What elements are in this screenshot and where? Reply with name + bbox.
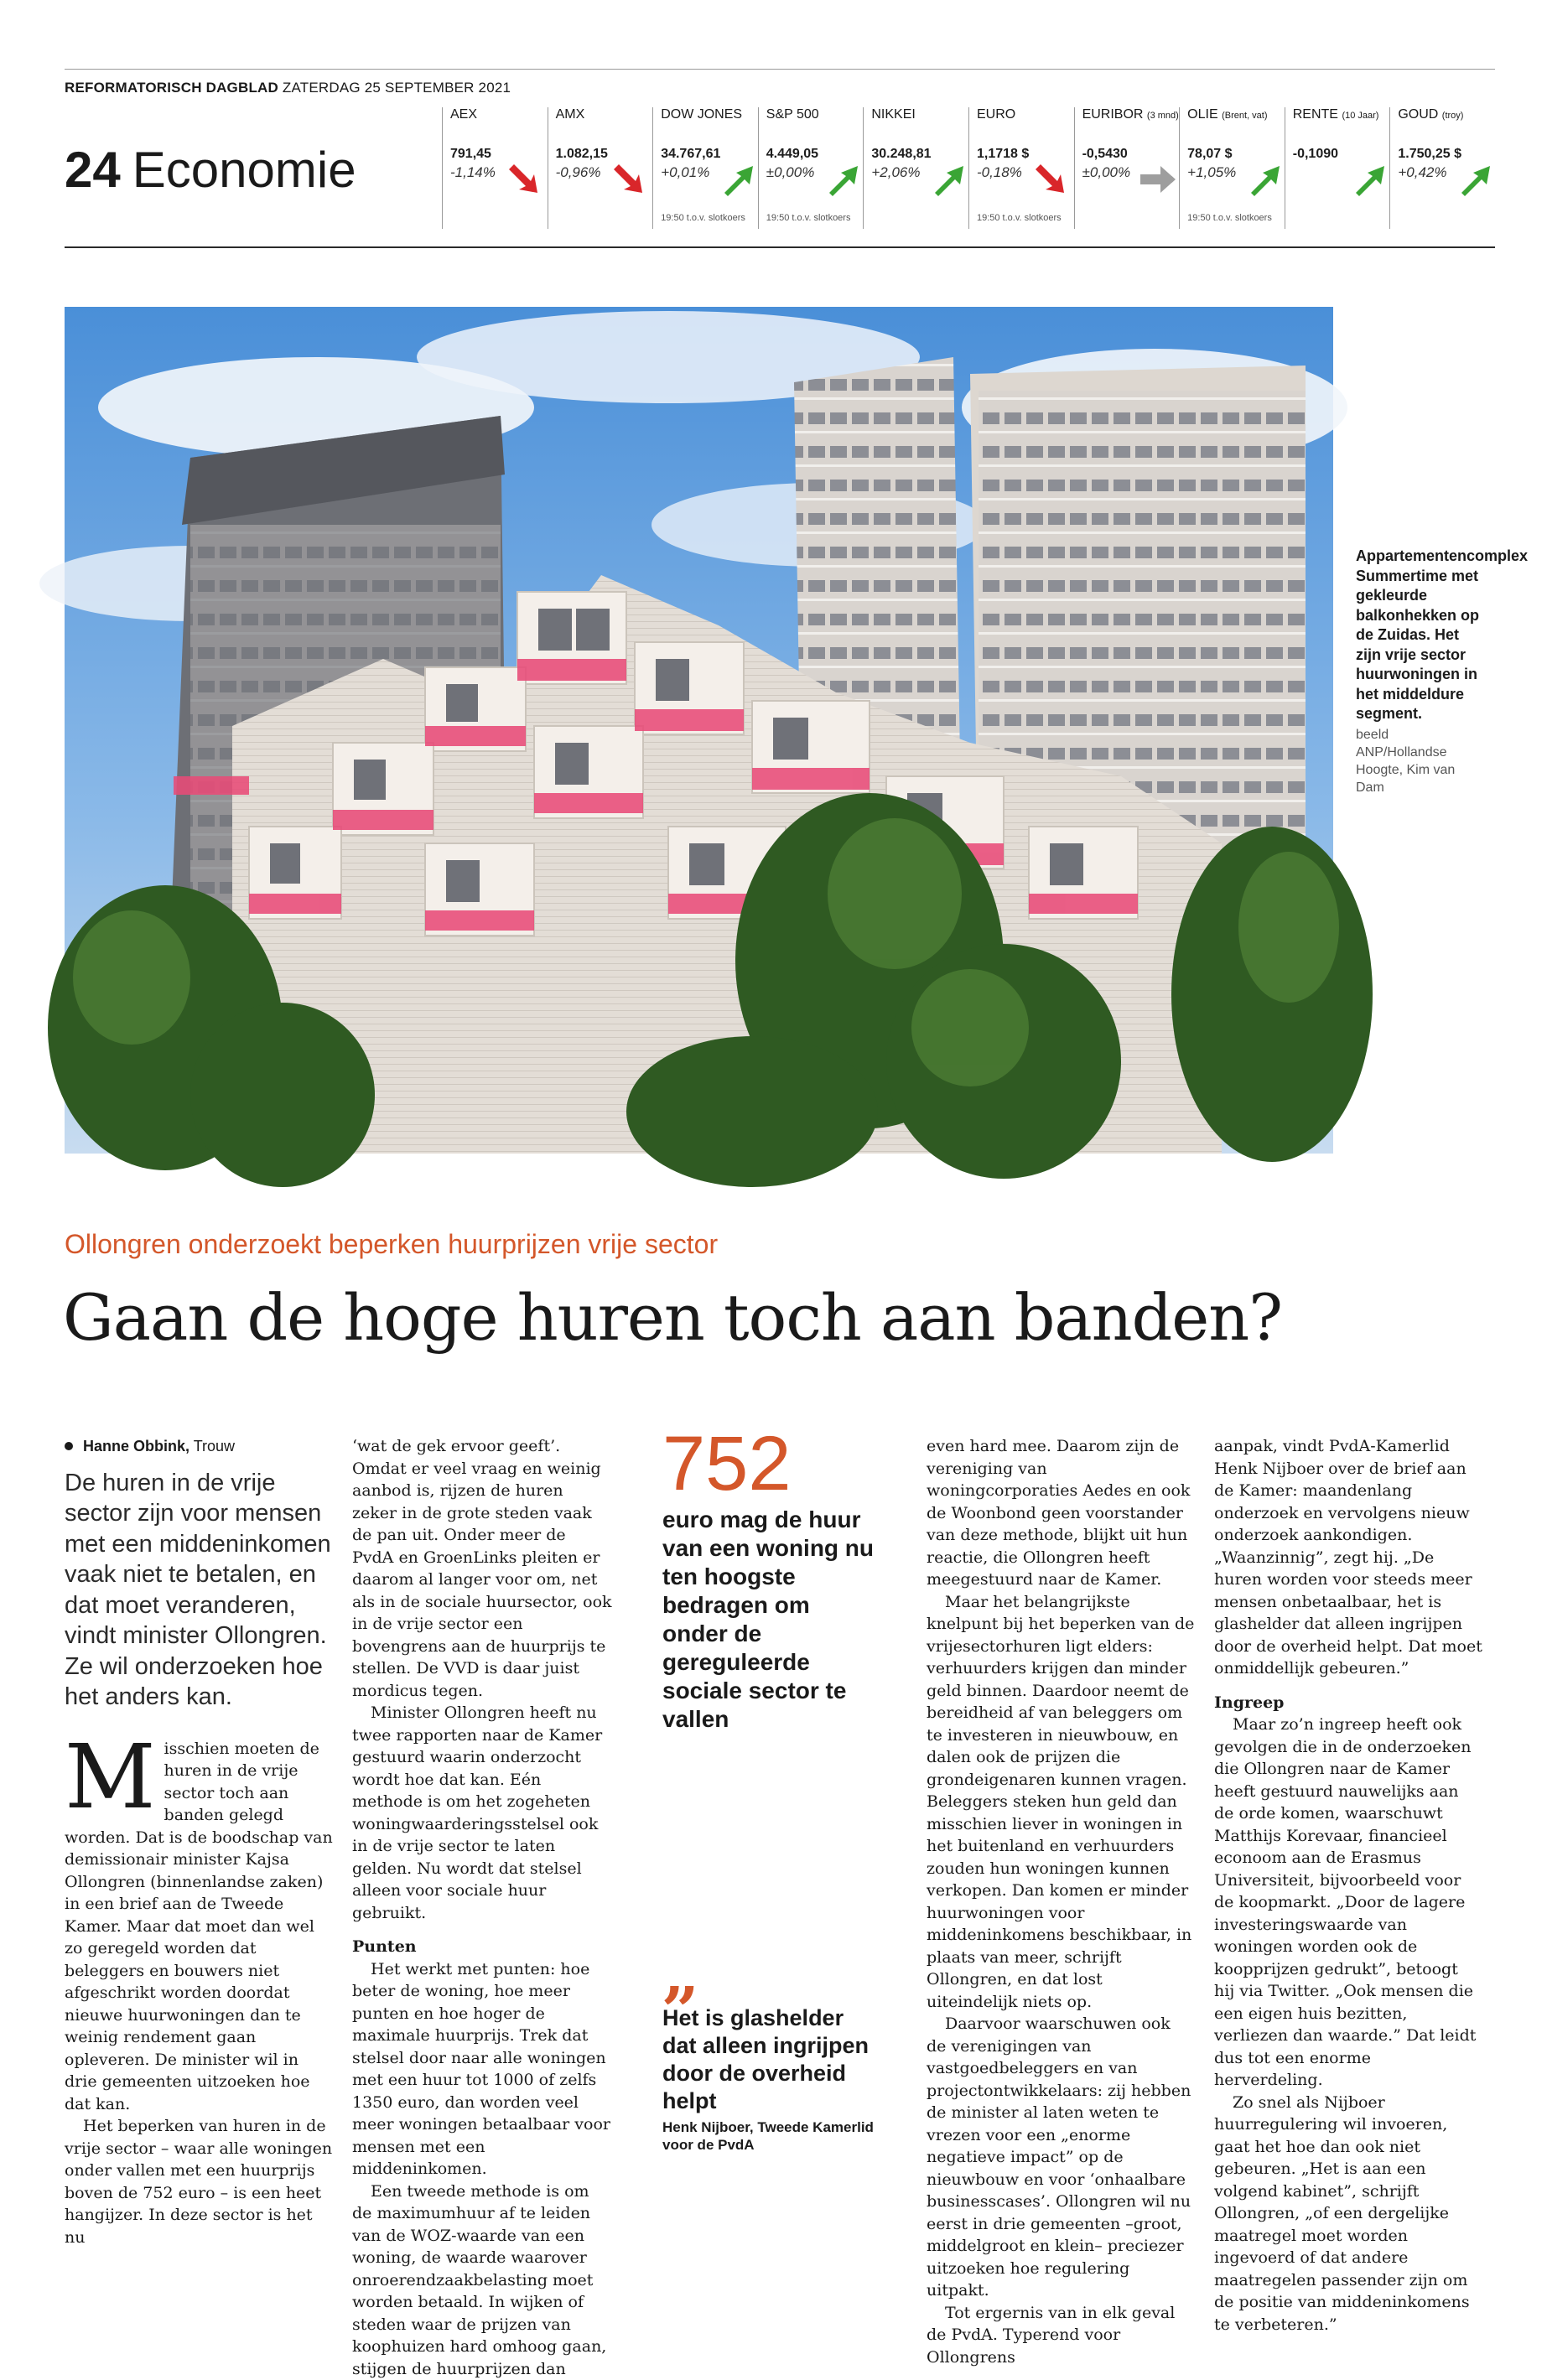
subheading: Ingreep xyxy=(1214,1692,1482,1714)
paper-name: REFORMATORISCH DAGBLAD xyxy=(65,80,278,96)
ticker-name: GOUD (troy) xyxy=(1398,107,1495,122)
header-rule xyxy=(65,246,1495,248)
quote-mark: „ xyxy=(662,1949,880,1999)
drop-cap: M xyxy=(65,1743,156,1812)
body-paragraph: Tot ergernis van in elk geval de PvdA. Typerend voor Ollongrens xyxy=(927,2302,1195,2369)
ticker-name: EURIBOR (3 mnd) xyxy=(1082,107,1180,122)
article-column-2 xyxy=(352,1435,612,2380)
article-title: Gaan de hoge huren toch aan banden? xyxy=(63,1280,1282,1355)
page-number: 24 xyxy=(65,142,121,198)
market-ticker xyxy=(442,107,1495,229)
body-paragraph: even hard mee. Daarom zijn de vereniging van woningcorporaties Aedes en ook de Woonbond geen voorstander van deze methode, blijkt uit hun reactie, die Ollongren heeft meegestuurd naar de Kamer. xyxy=(927,1435,1195,1591)
ticker-change: +0,01% xyxy=(661,164,709,181)
ticker-item xyxy=(652,107,758,229)
ticker-value: 1,1718 $ xyxy=(977,147,1029,162)
ticker-item xyxy=(1179,107,1285,229)
ticker-name: EURO xyxy=(977,107,1074,122)
body-paragraph: ‘wat de gek ervoor geeft’. Omdat er veel vraag en weinig aanbod is, rijzen de huren zeker in de grote steden vaak de pan uit. Onder meer de PvdA en GroenLinks pleiten er daarom al langer voor om, net als in de sociale huursector, ook in de vrije sector een bovengrens aan de huurprijs te stellen. De VVD is daar juist mordicus tegen. xyxy=(352,1435,612,1702)
section-name: Economie xyxy=(132,142,356,198)
ticker-name: RENTE (10 Jaar) xyxy=(1293,107,1390,122)
ticker-item xyxy=(968,107,1074,229)
ticker-change: ±0,00% xyxy=(1082,164,1131,181)
ticker-footnote: 19:50 t.o.v. slotkoers xyxy=(661,213,745,223)
ticker-name: DOW JONES xyxy=(661,107,758,122)
trend-up-arrow-icon xyxy=(1351,159,1388,198)
ticker-item xyxy=(863,107,968,229)
body-paragraph: Zo snel als Nijboer huurregulering wil invoeren, gaat het hoe dan ook niet gebeuren. „Het is aan een volgend kabinet”, schrijft Ollongren, „of een dergelijke maatregel moet worden ingevoerd of dat andere maatregelen passender zijn om de positie van middeninkomens te verbeteren.” xyxy=(1214,2092,1482,2336)
subheading: Punten xyxy=(352,1936,612,1958)
body-paragraph: aanpak, vindt PvdA-Kamerlid Henk Nijboer over de brief aan de Kamer: maandenlang onderzoek en vervolgens nieuw onderzoek aankondigen. „Waanzinnig”, zegt hij. „De huren worden voor steeds meer mensen onbetaalbaar, het is glashelder dat alleen ingrijpen door de overheid helpt. Dat moet onmiddellijk gebeuren.” xyxy=(1214,1435,1482,1680)
apartment-photo xyxy=(65,307,1333,1154)
ticker-item xyxy=(758,107,864,229)
ticker-value: -0,5430 xyxy=(1082,147,1128,162)
byline xyxy=(65,1435,333,1458)
ticker-footnote: 19:50 t.o.v. slotkoers xyxy=(977,213,1062,223)
article-kicker: Ollongren onderzoekt beperken huurprijzen vrije sector xyxy=(65,1229,718,1260)
article-column-5 xyxy=(1214,1435,1482,2336)
body-text: isschien moeten de huren in de vrije sector toch aan banden gelegd worden. Dat is de boodschap van demissionair minister Kajsa Ollongren (binnenlandse zaken) in een brief aan de Tweede Kamer. Maar dat moet dan wel zo geregeld worden dat beleggers en bouwers niet afgeschrikt worden doordat nieuwe huurwoningen dan te weinig rendement gaan opleveren. De minister wil in drie gemeenten uitzoeken hoe dat kan. xyxy=(65,1740,333,2113)
article-lead: De huren in de vrije sector zijn voor mensen met een middeninkomen vaak niet te betalen, en dat moet veranderen, vindt minister Ollongren. Ze wil onderzoeken hoe het anders kan. xyxy=(65,1468,333,1713)
article-column-4 xyxy=(927,1435,1195,2368)
body-paragraph: Het beperken van huren in de vrije sector – waar alle woningen onder vallen met een huurprijs boven de 752 euro – is een heet hangijzer. In deze sector is het nu xyxy=(65,2115,333,2248)
ticker-value: 78,07 $ xyxy=(1187,147,1232,162)
quote-text: Het is glashelder dat alleen ingrijpen door de overheid helpt xyxy=(662,2004,880,2115)
trend-down-arrow-icon xyxy=(509,159,546,198)
trend-up-arrow-icon xyxy=(930,159,967,198)
body-paragraph: Maar zo’n ingreep heeft ook gevolgen die in de onderzoeken die Ollongren naar de Kamer heeft gestuurd nauwelijks aan de orde komen, waarschuwt Matthijs Korevaar, financieel econoom aan de Erasmus Universiteit, bijvoorbeeld voor de koopmarkt. „Door de lagere investeringswaarde van woningen worden ook de koopprijzen gedrukt”, betoogt hij via Twitter. „Ook mensen die een eigen huis bezitten, verliezen dan waarde.” Dat leidt dus tot een enorme herverdeling. xyxy=(1214,1714,1482,2092)
ticker-change: -0,18% xyxy=(977,164,1022,181)
ticker-item xyxy=(442,107,548,229)
ticker-item xyxy=(1074,107,1180,229)
body-paragraph xyxy=(65,1738,333,2116)
photo-credit: beeld ANP/Hollandse Hoogte, Kim van Dam xyxy=(1356,726,1482,796)
body-paragraph: Daarvoor waarschuwen ook de verenigingen van vastgoedbeleggers en van projectontwikkelaars: zij hebben de minister al laten weten te vrezen voor een „enorme negatieve impact” op de nieuwbouw en voor ‘onhaalbare businesscases’. Ollongren wil nu eerst in drie gemeenten –groot, middelgroot en klein– preciezer uitzoeken hoe regulering uitpakt. xyxy=(927,2013,1195,2302)
ticker-footnote: 19:50 t.o.v. slotkoers xyxy=(766,213,851,223)
trend-down-arrow-icon xyxy=(614,159,651,198)
author-name: Hanne Obbink, xyxy=(83,1438,189,1454)
ticker-change: +2,06% xyxy=(871,164,920,181)
ticker-change: -1,14% xyxy=(450,164,496,181)
ticker-change: ±0,00% xyxy=(766,164,815,181)
body-paragraph: Het werkt met punten: hoe beter de woning, hoe meer punten en hoe hoger de maximale huurprijs. Trek dat stelsel door naar alle woningen met een huur tot 1000 of zelfs 1350 euro, dan worden veel meer woningen betaalbaar voor mensen met een middeninkomen. xyxy=(352,1958,612,2180)
outlet-name: Trouw xyxy=(194,1438,235,1454)
photo-caption xyxy=(1356,547,1482,796)
section-header xyxy=(65,141,356,199)
ticker-value: 4.449,05 xyxy=(766,147,818,162)
trend-down-arrow-icon xyxy=(1036,159,1072,198)
ticker-change: +0,42% xyxy=(1398,164,1446,181)
trend-up-arrow-icon xyxy=(719,159,756,198)
stat-box xyxy=(662,1425,880,1734)
ticker-value: -0,1090 xyxy=(1293,147,1338,162)
bullet-icon xyxy=(65,1442,73,1450)
ticker-name: OLIE (Brent, vat) xyxy=(1187,107,1285,122)
ticker-value: 1.750,25 $ xyxy=(1398,147,1461,162)
stat-number: 752 xyxy=(662,1425,880,1502)
ticker-value: 791,45 xyxy=(450,147,491,162)
ticker-value: 30.248,81 xyxy=(871,147,931,162)
issue-date: ZATERDAG 25 SEPTEMBER 2021 xyxy=(283,80,511,96)
ticker-name: AMX xyxy=(556,107,653,122)
body-paragraph: Een tweede methode is om de maximumhuur af te leiden van de WOZ-waarde van een woning, de waarde waarover onroerendzaakbelasting moet worden betaald. In wijken of steden waar de prijzen van koophuizen hard omhoog gaan, stijgen de huurprijzen dan xyxy=(352,2180,612,2380)
ticker-item xyxy=(1285,107,1390,229)
trend-up-arrow-icon xyxy=(824,159,861,198)
top-rule xyxy=(65,69,1495,70)
ticker-change: +1,05% xyxy=(1187,164,1236,181)
ticker-name: AEX xyxy=(450,107,548,122)
stat-text: euro mag de huur van een woning nu ten hoogste bedragen om onder de gereguleerde sociale sector te vallen xyxy=(662,1506,880,1734)
article-photo xyxy=(65,307,1333,1154)
masthead xyxy=(65,80,511,96)
caption-text: Appartementencomplex Summertime met gekleurde balkonhekken op de Zuidas. Het zijn vrije sector huurwoningen in het middeldure segment. xyxy=(1356,547,1528,722)
pull-quote xyxy=(662,1949,880,2154)
ticker-footnote: 19:50 t.o.v. slotkoers xyxy=(1187,213,1272,223)
ticker-change: -0,96% xyxy=(556,164,601,181)
article-column-1 xyxy=(65,1435,333,2248)
ticker-name: S&P 500 xyxy=(766,107,864,122)
trend-up-arrow-icon xyxy=(1456,159,1493,198)
ticker-item xyxy=(548,107,653,229)
trend-up-arrow-icon xyxy=(1246,159,1283,198)
ticker-name: NIKKEI xyxy=(871,107,968,122)
ticker-item xyxy=(1389,107,1495,229)
quote-author: Henk Nijboer, Tweede Kamerlid voor de PvdA xyxy=(662,2118,880,2154)
body-paragraph: Maar het belangrijkste knelpunt bij het beperken van de vrijesectorhuren ligt elders: verhuurders krijgen dan minder geld binnen. Daardoor neemt de bereidheid af van beleggers om te investeren in nieuwbouw, en dalen ook de prijzen die grondeigenaren kunnen vragen. Beleggers steken hun geld dan misschien liever in woningen in het buitenland en verhuurders zouden hun woningen kunnen verkopen. Dan komen er minder huurwoningen voor middeninkomens beschikbaar, in plaats van meer, schrijft Ollongren, en dat lost uiteindelijk niets op. xyxy=(927,1591,1195,2014)
body-paragraph: Minister Ollongren heeft nu twee rapporten naar de Kamer gestuurd waarin onderzocht wordt hoe dat kan. Eén methode is om het zogeheten woningwaarderingsstelsel ook in de vrije sector te laten gelden. Nu wordt dat stelsel alleen voor sociale huur gebruikt. xyxy=(352,1702,612,1924)
ticker-value: 34.767,61 xyxy=(661,147,720,162)
ticker-value: 1.082,15 xyxy=(556,147,608,162)
trend-flat-arrow-icon xyxy=(1140,159,1177,198)
